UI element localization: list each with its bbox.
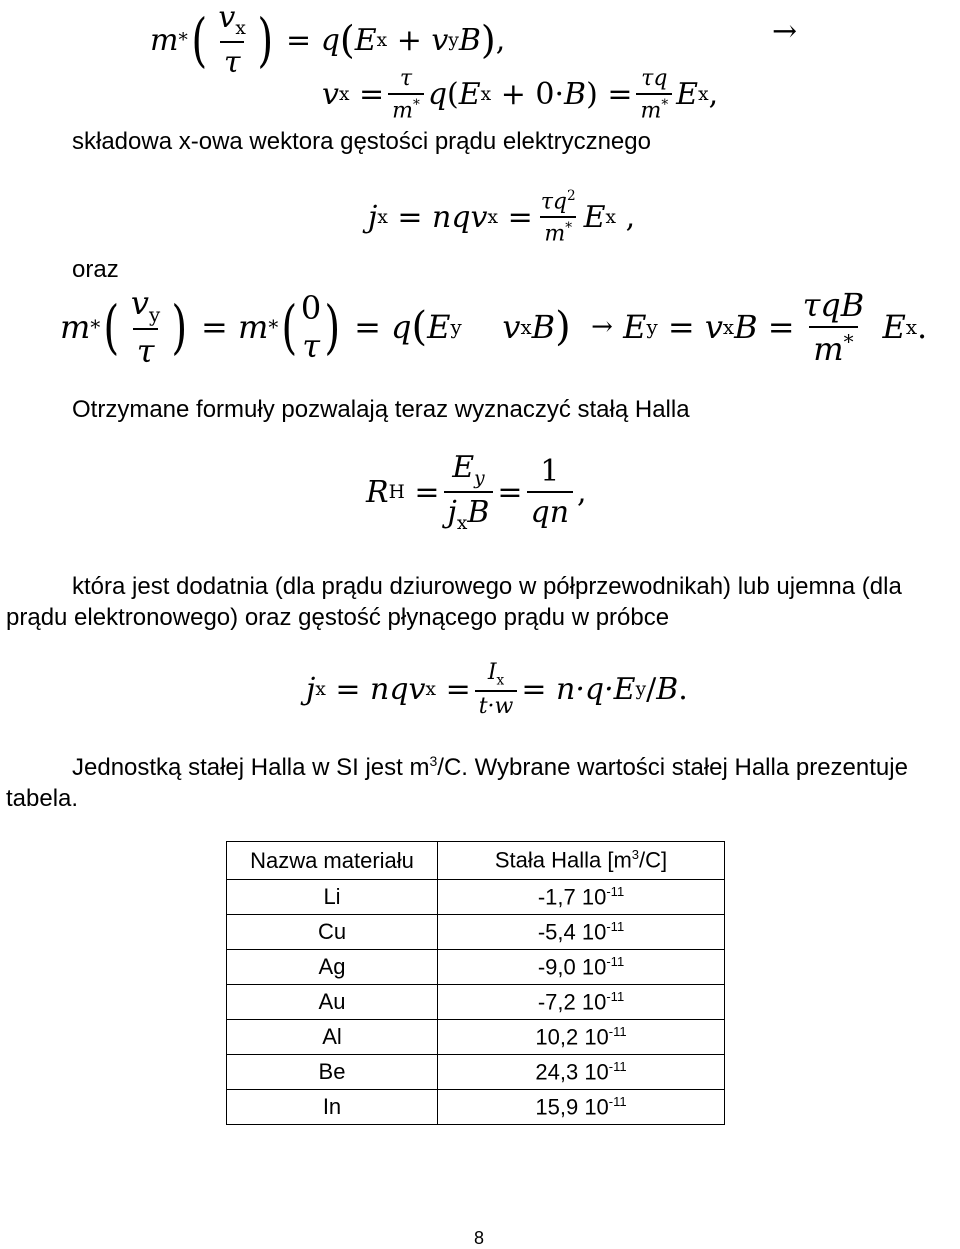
table-row bbox=[227, 985, 725, 1020]
hall-intro-text: Otrzymane formuły pozwalają teraz wyznaczyć stałą Halla bbox=[72, 396, 690, 423]
equation-velocity-x: v x = $\frac{\tau}{m^*}$ q ( E x + 0· B ) = $\frac{\tau q}{m^*}$ E x , bbox=[322, 66, 719, 124]
hall-constant-cell: 24,3 $10^{-11}$ bbox=[438, 1055, 725, 1090]
hall-description-line1: która jest dodatnia (dla prądu dziurowego w półprzewodnikah) lub ujemna (dla bbox=[72, 573, 902, 600]
x-component-caption: składowa x-owa wektora gęstości prądu elektrycznego bbox=[72, 128, 651, 155]
table-row bbox=[227, 1055, 725, 1090]
page-number: 8 bbox=[474, 1228, 485, 1248]
hall-constant-cell: -9,0 $10^{-11}$ bbox=[438, 950, 725, 985]
hall-description-line2: prądu elektronowego) oraz gęstość płynącego prądu w próbce bbox=[6, 604, 670, 631]
material-name-cell: In bbox=[227, 1090, 438, 1125]
hall-constant-cell: 15,9 $10^{-11}$ bbox=[438, 1090, 725, 1125]
equation-hall-constant: R H = $\frac{E_y}{j_xB}$ = $\frac{1}{qn}$ , bbox=[366, 450, 587, 534]
material-name-cell: Ag bbox=[227, 950, 438, 985]
hall-constant-cell: -1,7 $10^{-11}$ bbox=[438, 880, 725, 915]
table-row bbox=[227, 880, 725, 915]
equation-motion-y: m * ( $\frac{v_y}{\tau}$ ) = m * ( 0 τ ) = q ( E y v x B ) → E y = v x B = $\frac{\text{τqB}}{m^*}$ E x . bbox=[60, 284, 928, 371]
table-row bbox=[227, 915, 725, 950]
table-row bbox=[227, 1020, 725, 1055]
hall-constant-cell: -5,4 $10^{-11}$ bbox=[438, 915, 725, 950]
table-row bbox=[227, 1090, 725, 1125]
material-name-cell: Cu bbox=[227, 915, 438, 950]
hall-constant-cell: -7,2 $10^{-11}$ bbox=[438, 985, 725, 1020]
material-name-cell: Li bbox=[227, 880, 438, 915]
arrow-right-icon: → bbox=[772, 14, 798, 49]
material-name-cell: Al bbox=[227, 1020, 438, 1055]
hall-constant-table bbox=[226, 841, 725, 1125]
material-name-cell: Be bbox=[227, 1055, 438, 1090]
hall-constant-cell: 10,2 $10^{-11}$ bbox=[438, 1020, 725, 1055]
table-header-row bbox=[227, 842, 725, 880]
equation-motion-x: m * ( $\frac{v_x}{\tau}$ ) = q ( E x + v y B ) , bbox=[150, 0, 506, 80]
column-header-hall-constant: Stała Halla $[m^3/C]$ bbox=[438, 842, 725, 880]
material-name-cell: Au bbox=[227, 985, 438, 1020]
equation-current-density-sample: j x = nqv x = $\frac{I_x}{t\cdot w}$ = n·q·E y / B . bbox=[306, 660, 688, 720]
table-row bbox=[227, 950, 725, 985]
unit-sentence-line2: tabela. bbox=[6, 785, 79, 812]
column-header-material: Nazwa materiału bbox=[227, 842, 438, 880]
unit-sentence-line1: Jednostką stałej Halla w SI jest $m^3/C$. Wybrane wartości stałej Halla prezentuje bbox=[72, 753, 908, 781]
equation-current-density-x: j x = nqv x = $\frac{\tau q^2}{m^*}$ E x , bbox=[368, 188, 636, 247]
oraz-label: oraz bbox=[72, 256, 119, 283]
